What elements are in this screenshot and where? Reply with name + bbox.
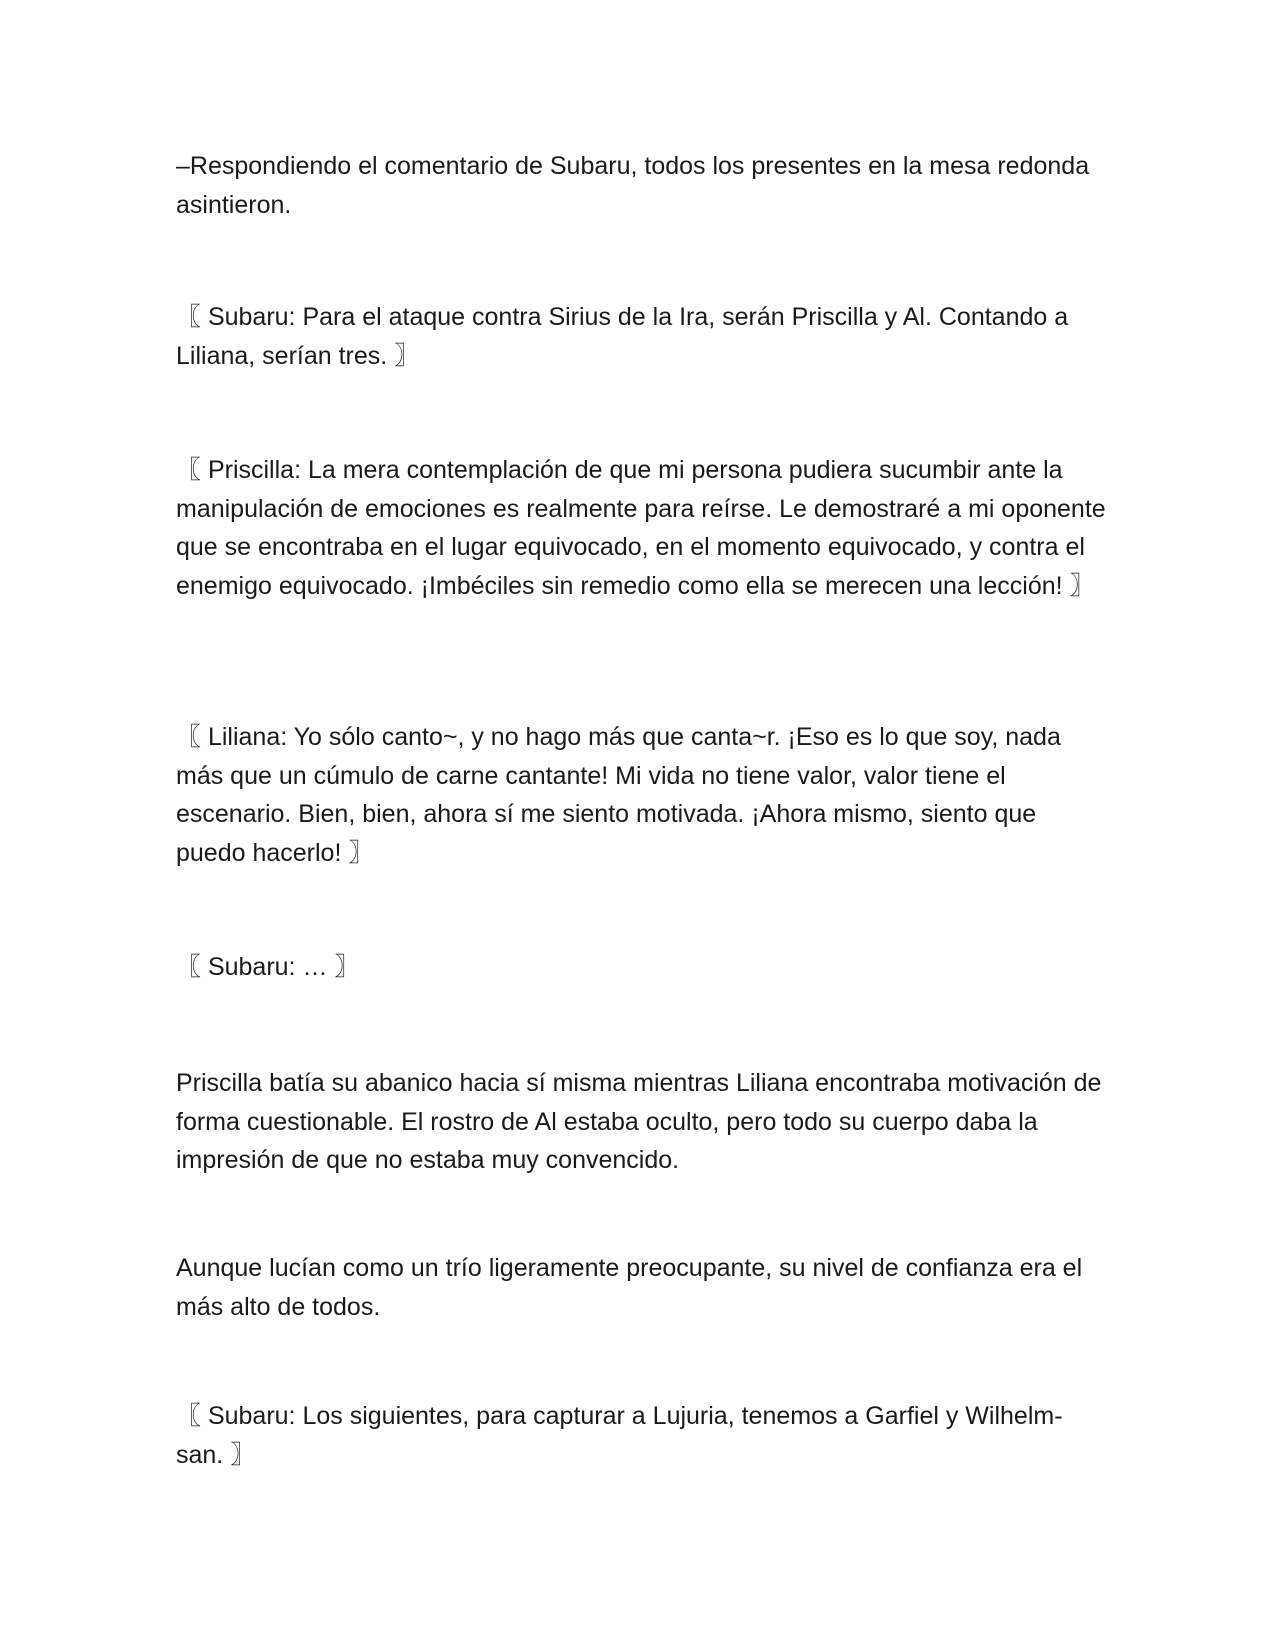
paragraph-subaru-dialogue-3: 〖 Subaru: Los siguientes, para capturar a Lujuria, tenemos a Garfiel y Wilhelm-san. 〗 (176, 1402, 1063, 1469)
paragraph-narration-trio: Aunque lucían como un trío ligeramente preocupante, su nivel de confianza era el más alto de todos. (176, 1254, 1083, 1321)
paragraph-narration-fan: Priscilla batía su abanico hacia sí misma mientras Liliana encontraba motivación de forma cuestionable. El rostro de Al estaba oculto, pero todo su cuerpo daba la impresión de que no estaba muy convencido. (176, 1069, 1102, 1174)
paragraph-narration-response: –Respondiendo el comentario de Subaru, todos los presentes en la mesa redonda asintieron. (176, 152, 1090, 219)
paragraph-liliana-dialogue: 〖 Liliana: Yo sólo canto~, y no hago más que canta~r. ¡Eso es lo que soy, nada más que un cúmulo de carne cantante! Mi vida no tiene valor, valor tiene el escenario. Bien, bien, ahora sí me siento motivada. ¡Ahora mismo, siento que puedo hacerlo! 〗 (176, 723, 1061, 867)
paragraph-priscilla-dialogue: 〖 Priscilla: La mera contemplación de que mi persona pudiera sucumbir ante la manipulación de emociones es realmente para reírse. Le demostraré a mi oponente que se encontraba en el lugar equivocado, en el momento equivocado, y contra el enemigo equivocado. ¡Imbéciles sin remedio como ella se merecen una lección! 〗 (176, 456, 1106, 600)
paragraph-subaru-dialogue-2: 〖 Subaru: … 〗 (176, 953, 360, 981)
paragraph-subaru-dialogue-1: 〖 Subaru: Para el ataque contra Sirius de la Ira, serán Priscilla y Al. Contando a Liliana, serían tres. 〗 (176, 303, 1069, 370)
